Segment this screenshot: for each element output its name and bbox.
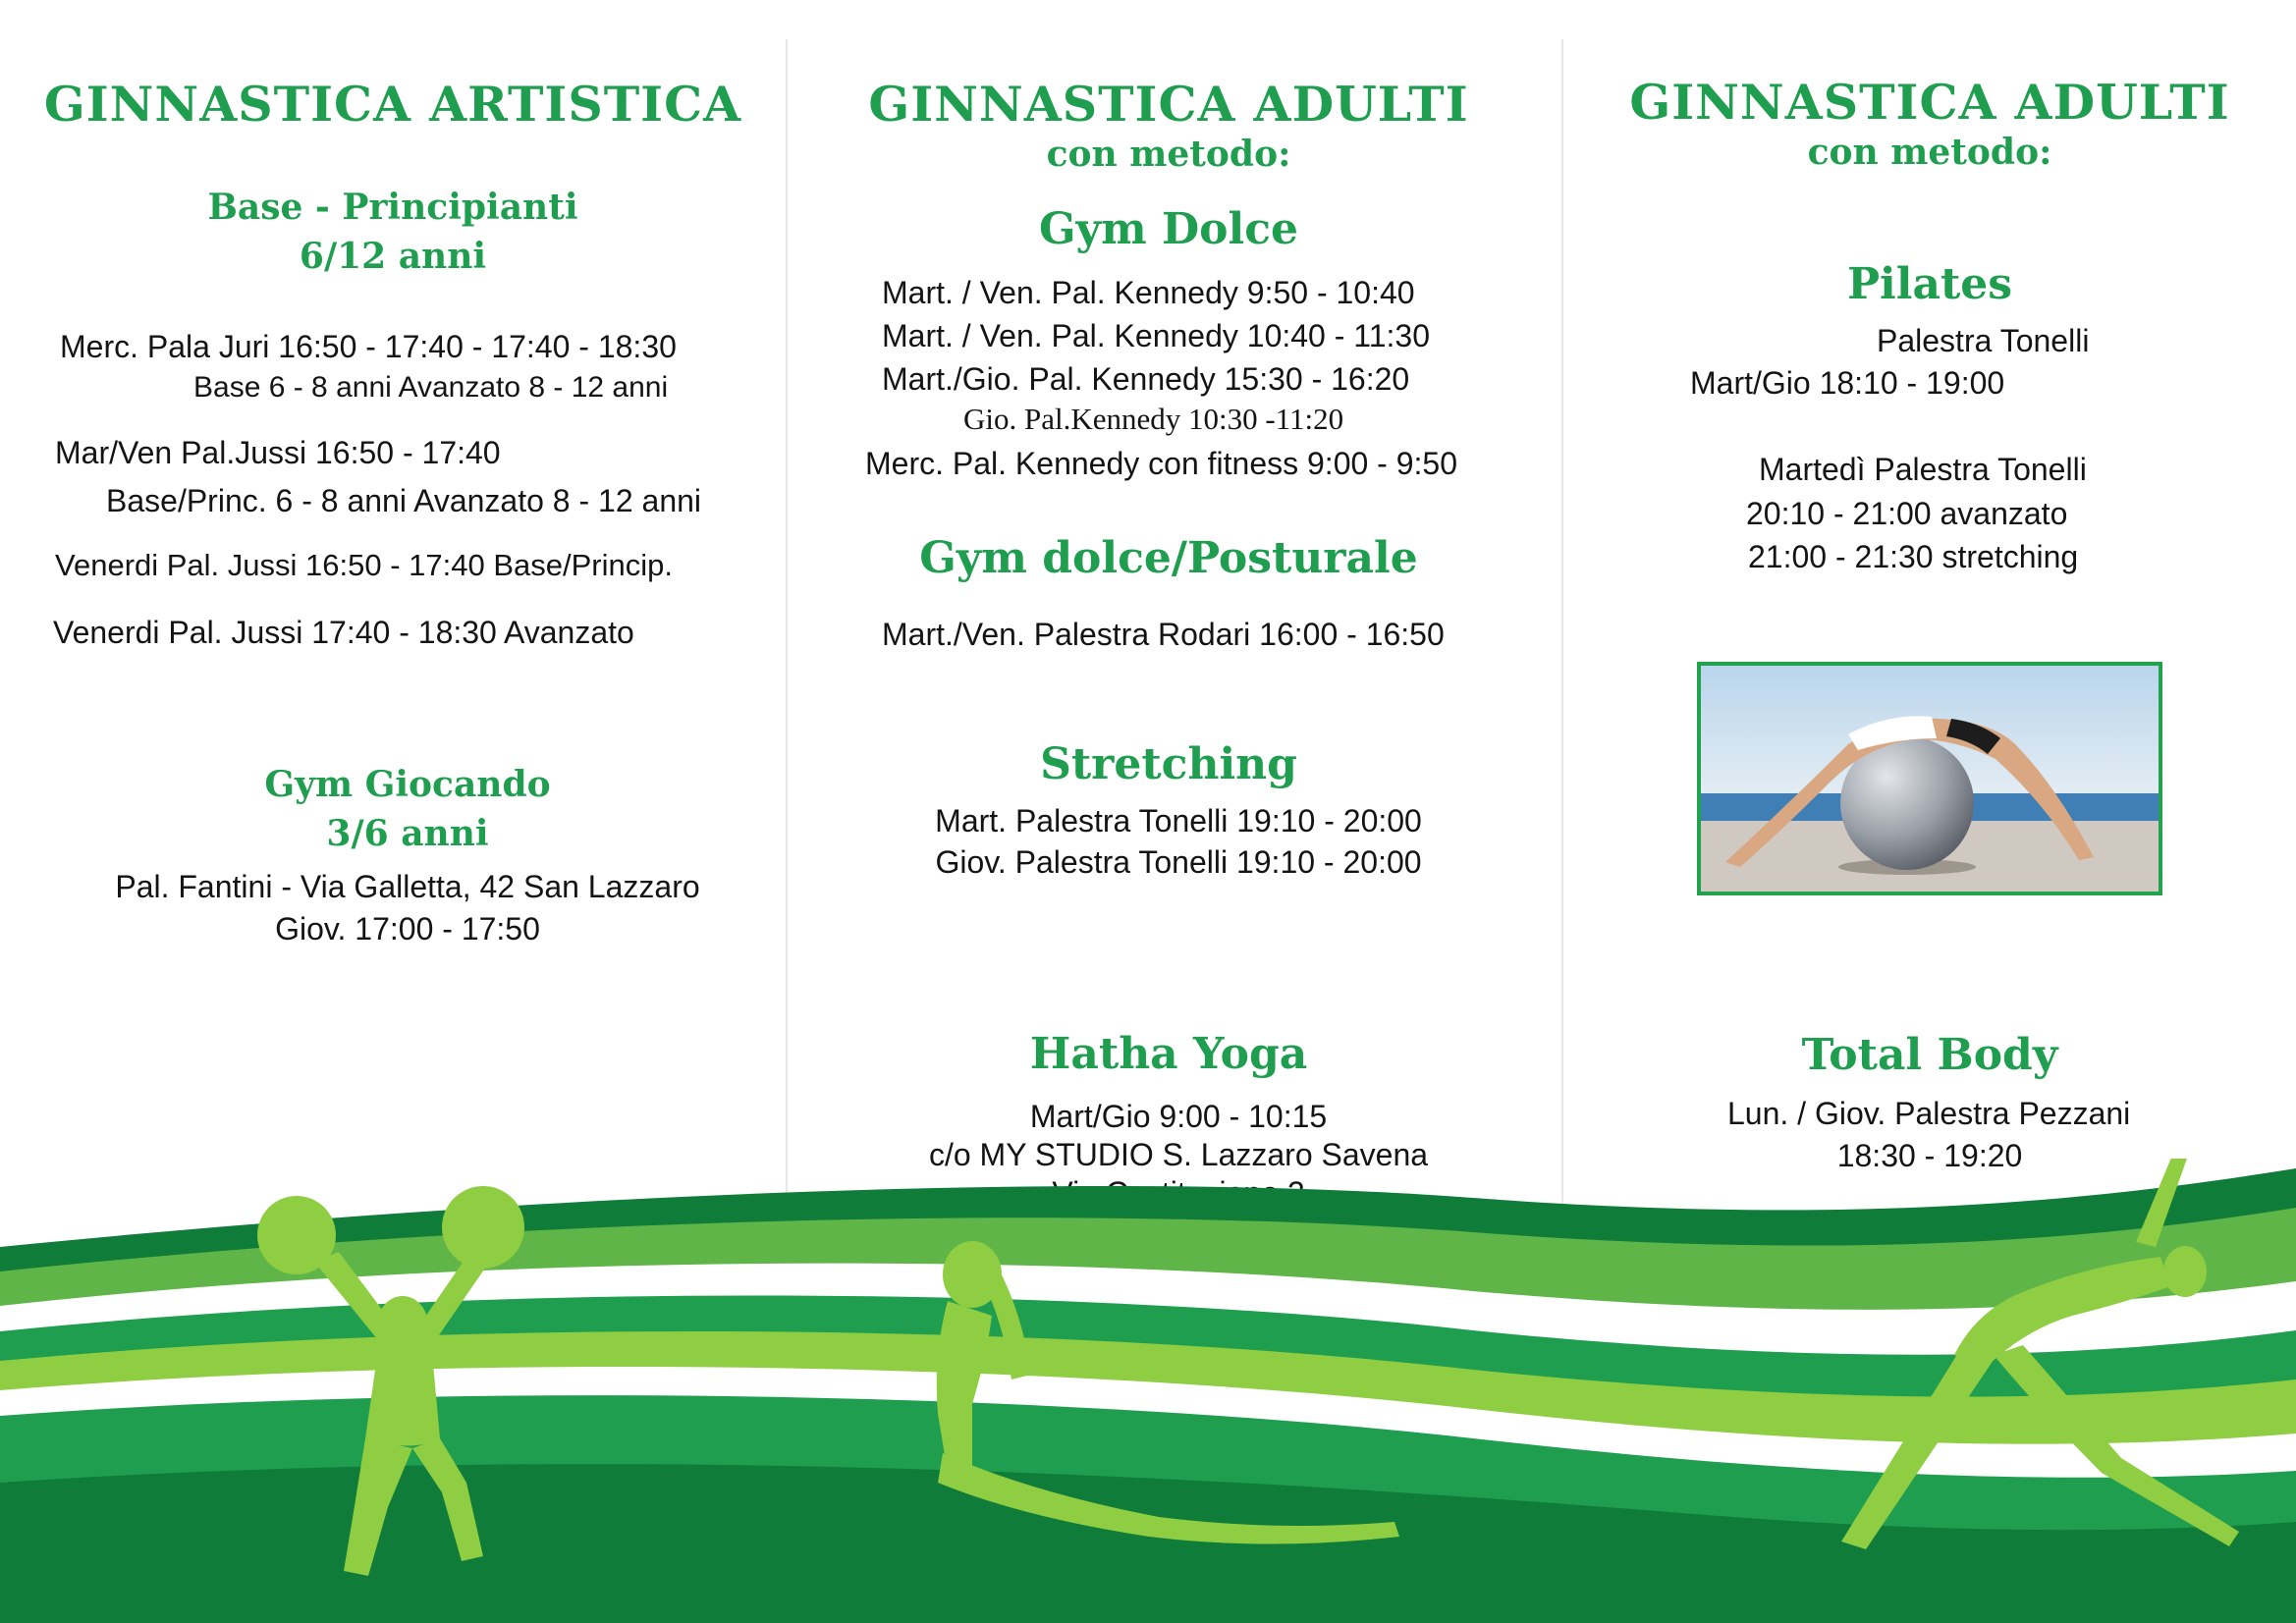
section-title: Gym dolce/Posturale bbox=[919, 533, 1418, 583]
schedule-row: Pal. Fantini - Via Galletta, 42 San Lazzaro bbox=[115, 869, 700, 904]
schedule-row: Lun. / Giov. Palestra Pezzani bbox=[1727, 1096, 2131, 1131]
schedule-row: Mar/Ven Pal.Jussi 16:50 - 17:40 bbox=[55, 435, 501, 470]
green-wave-decoration bbox=[0, 1159, 2296, 1623]
section-title: Base - Principianti bbox=[207, 187, 578, 228]
section-age: 6/12 anni bbox=[299, 236, 487, 277]
schedule-row: Base/Princ. 6 - 8 anni Avanzato 8 - 12 anni bbox=[106, 483, 702, 518]
panel-title: GINNASTICA ADULTI bbox=[1629, 74, 2230, 131]
schedule-row: 21:00 - 21:30 stretching bbox=[1748, 539, 2079, 574]
section-title: Total Body bbox=[1801, 1030, 2058, 1080]
schedule-row: Giov. Palestra Tonelli 19:10 - 20:00 bbox=[935, 844, 1422, 880]
section-title: Gym Giocando bbox=[264, 764, 551, 805]
schedule-row: Gio. Pal.Kennedy 10:30 -11:20 bbox=[963, 402, 1344, 436]
schedule-row: Mart/Gio 9:00 - 10:15 bbox=[1029, 1099, 1328, 1134]
section-title: Gym Dolce bbox=[1038, 204, 1299, 254]
panel-subtitle: con metodo: bbox=[1807, 132, 2052, 173]
schedule-row: Merc. Pala Juri 16:50 - 17:40 - 17:40 - 18:30 bbox=[60, 329, 677, 364]
schedule-row: Mart. Palestra Tonelli 19:10 - 20:00 bbox=[935, 803, 1422, 839]
schedule-row: Palestra Tonelli bbox=[1877, 323, 2090, 358]
schedule-row: Merc. Pal. Kennedy con fitness 9:00 - 9:50 bbox=[865, 446, 1457, 481]
schedule-row: Martedì Palestra Tonelli bbox=[1759, 452, 2087, 487]
schedule-row: Mart/Gio 18:10 - 19:00 bbox=[1690, 365, 2005, 401]
section-title: Pilates bbox=[1846, 259, 2013, 309]
pilates-ball-image bbox=[1701, 666, 2159, 892]
panel-subtitle: con metodo: bbox=[1046, 134, 1291, 175]
schedule-row: Mart. / Ven. Pal. Kennedy 9:50 - 10:40 bbox=[882, 275, 1415, 310]
panel-title: GINNASTICA ADULTI bbox=[868, 76, 1469, 133]
panel-title: GINNASTICA ARTISTICA bbox=[43, 76, 742, 133]
section-title: Stretching bbox=[1040, 739, 1297, 789]
pilates-photo bbox=[1697, 662, 2162, 895]
section-title: Hatha Yoga bbox=[1029, 1029, 1308, 1079]
schedule-row: 18:30 - 19:20 bbox=[1836, 1138, 2023, 1173]
schedule-row: Mart./Ven. Palestra Rodari 16:00 - 16:50 bbox=[882, 617, 1445, 652]
schedule-row: Mart./Gio. Pal. Kennedy 15:30 - 16:20 bbox=[882, 361, 1410, 397]
section-age: 3/6 anni bbox=[326, 813, 489, 854]
schedule-row: 20:10 - 21:00 avanzato bbox=[1746, 496, 2068, 531]
schedule-row: Venerdi Pal. Jussi 17:40 - 18:30 Avanzato bbox=[53, 615, 634, 650]
schedule-row: Base 6 - 8 anni Avanzato 8 - 12 anni bbox=[193, 371, 669, 404]
schedule-row: Venerdi Pal. Jussi 16:50 - 17:40 Base/Princip. bbox=[55, 548, 673, 582]
schedule-row: Giov. 17:00 - 17:50 bbox=[275, 911, 540, 947]
schedule-row: c/o MY STUDIO S. Lazzaro Savena bbox=[928, 1137, 1429, 1172]
schedule-row: Mart. / Ven. Pal. Kennedy 10:40 - 11:30 bbox=[882, 318, 1430, 353]
